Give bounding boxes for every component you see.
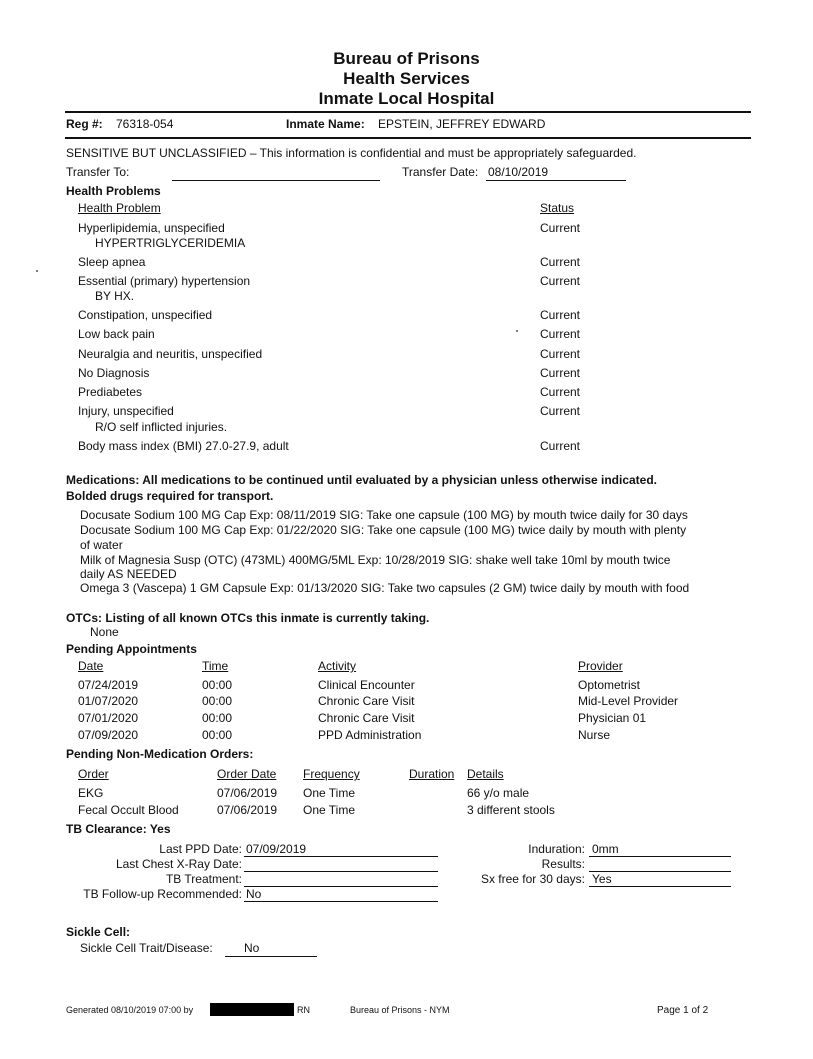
orders-title: Pending Non-Medication Orders: — [66, 747, 254, 761]
order-date-header: Order Date — [217, 767, 277, 781]
appointment-time: 00:00 — [202, 678, 233, 692]
transfer-date-line — [486, 180, 626, 181]
health-problem-status: Current — [540, 308, 581, 322]
health-problem-status: Current — [540, 439, 581, 453]
order-header: Order — [78, 767, 109, 781]
health-problem-status: Current — [540, 327, 581, 341]
induration-value: 0mm — [592, 842, 619, 856]
appointment-activity: PPD Administration — [318, 728, 422, 742]
induration-label: Induration: — [528, 842, 585, 856]
order-name: EKG — [78, 786, 104, 800]
order-frequency: One Time — [303, 786, 356, 800]
reg-value: 76318-054 — [116, 117, 174, 131]
sx-free-value: Yes — [592, 872, 612, 886]
appointment-provider-header: Provider — [578, 659, 623, 673]
sickle-cell-title: Sickle Cell: — [66, 925, 131, 939]
health-problem: Low back pain — [78, 327, 155, 341]
medication-line: daily AS NEEDED — [80, 567, 177, 581]
health-problem-status: Current — [540, 404, 581, 418]
health-problem-note: R/O self inflicted injuries. — [95, 420, 228, 434]
health-problem-note: HYPERTRIGLYCERIDEMIA — [95, 236, 246, 250]
transfer-to-line — [172, 180, 380, 181]
footer-role: RN — [297, 1005, 310, 1015]
appointment-date: 07/09/2020 — [78, 728, 139, 742]
health-problem-status: Current — [540, 385, 581, 399]
inmate-name-label: Inmate Name: — [286, 117, 365, 131]
appointment-activity-header: Activity — [318, 659, 357, 673]
otcs-value: None — [90, 625, 119, 639]
appointment-date: 07/24/2019 — [78, 678, 139, 692]
transfer-date-value: 08/10/2019 — [488, 165, 549, 179]
inmate-name-value: EPSTEIN, JEFFREY EDWARD — [378, 117, 546, 131]
health-problem-status: Current — [540, 347, 581, 361]
health-problem-status: Current — [540, 255, 581, 269]
health-problem: Constipation, unspecified — [78, 308, 213, 322]
reg-label: Reg #: — [66, 117, 103, 131]
appointment-date: 07/01/2020 — [78, 711, 139, 725]
medications-subtitle: Bolded drugs required for transport. — [66, 489, 274, 503]
order-details: 66 y/o male — [467, 786, 530, 800]
health-problem-status: Current — [540, 221, 581, 235]
appointment-activity: Clinical Encounter — [318, 678, 415, 692]
results-label: Results: — [541, 857, 585, 871]
tb-followup-line — [244, 901, 438, 902]
health-problem-header: Health Problem — [78, 201, 161, 215]
sickle-cell-value: No — [244, 941, 260, 955]
health-problem: Injury, unspecified — [78, 404, 174, 418]
health-problem: Essential (primary) hypertension — [78, 274, 251, 288]
sickle-cell-label: Sickle Cell Trait/Disease: — [80, 941, 213, 955]
transfer-date-label: Transfer Date: — [402, 165, 479, 179]
footer-facility: Bureau of Prisons - NYM — [350, 1005, 450, 1015]
sx-free-label: Sx free for 30 days: — [480, 872, 585, 886]
sickle-cell-line — [225, 956, 317, 957]
otcs-title: OTCs: Listing of all known OTCs this inmate is currently taking. — [66, 611, 430, 625]
appointment-provider: Physician 01 — [578, 711, 647, 725]
footer-page-number: Page 1 of 2 — [657, 1005, 709, 1016]
order-frequency: One Time — [303, 803, 356, 817]
appointment-date: 01/07/2020 — [78, 694, 139, 708]
appointments-title: Pending Appointments — [66, 642, 197, 656]
health-problem: Sleep apnea — [78, 255, 146, 269]
appointment-provider: Optometrist — [578, 678, 641, 692]
footer-generated: Generated 08/10/2019 07:00 by — [66, 1005, 194, 1015]
order-date: 07/06/2019 — [217, 803, 278, 817]
scan-speck — [516, 330, 518, 332]
ppd-date-label: Last PPD Date: — [159, 842, 242, 856]
status-header: Status — [540, 201, 575, 215]
appointment-provider: Nurse — [578, 728, 611, 742]
ppd-date-line — [244, 856, 438, 857]
sx-free-line — [589, 886, 731, 887]
appointment-time-header: Time — [202, 659, 229, 673]
appointment-provider: Mid-Level Provider — [578, 694, 679, 708]
xray-date-label: Last Chest X-Ray Date: — [115, 857, 242, 871]
duration-header: Duration — [409, 767, 455, 781]
tb-clearance-title: TB Clearance: Yes — [66, 822, 171, 836]
scan-speck — [36, 270, 38, 272]
ppd-date-value: 07/09/2019 — [246, 842, 307, 856]
tb-treatment-label: TB Treatment: — [165, 872, 242, 886]
health-problem: Prediabetes — [78, 385, 143, 399]
medications-title: Medications: All medications to be continued until evaluated by a physician unless otherwise indicated. — [66, 473, 658, 487]
induration-line — [589, 856, 731, 857]
tb-followup-label: TB Follow-up Recommended: — [83, 887, 242, 901]
appointment-activity: Chronic Care Visit — [318, 694, 415, 708]
header-agency: Bureau of Prisons — [333, 49, 480, 68]
health-problems-title: Health Problems — [66, 184, 161, 198]
header-title: Inmate Local Hospital — [318, 89, 495, 108]
details-header: Details — [467, 767, 504, 781]
appointment-time: 00:00 — [202, 728, 233, 742]
header-department: Health Services — [343, 69, 470, 88]
health-problem-status: Current — [540, 366, 581, 380]
medication-line: Omega 3 (Vascepa) 1 GM Capsule Exp: 01/13/2020 SIG: Take two capsules (2 GM) twice daily by mouth with food — [80, 581, 690, 595]
confidentiality-notice: SENSITIVE BUT UNCLASSIFIED – This information is confidential and must be appropriately safeguarded. — [66, 146, 637, 160]
health-problem: No Diagnosis — [78, 366, 150, 380]
xray-date-line — [244, 871, 438, 872]
appointment-date-header: Date — [78, 659, 104, 673]
inmate-rule — [65, 137, 751, 139]
appointment-time: 00:00 — [202, 711, 233, 725]
health-problem: Hyperlipidemia, unspecified — [78, 221, 225, 235]
header-rule — [65, 111, 751, 113]
health-problem: Neuralgia and neuritis, unspecified — [78, 347, 263, 361]
appointment-time: 00:00 — [202, 694, 233, 708]
medication-line: Docusate Sodium 100 MG Cap Exp: 01/22/2020 SIG: Take one capsule (100 MG) twice daily by mouth with plenty — [80, 523, 687, 537]
tb-followup-value: No — [246, 887, 262, 901]
redaction-bar — [210, 1003, 294, 1016]
health-problem-status: Current — [540, 274, 581, 288]
order-date: 07/06/2019 — [217, 786, 278, 800]
appointment-activity: Chronic Care Visit — [318, 711, 415, 725]
order-details: 3 different stools — [467, 803, 555, 817]
order-name: Fecal Occult Blood — [78, 803, 179, 817]
medication-line: of water — [80, 538, 123, 552]
health-problem-note: BY HX. — [95, 289, 135, 303]
health-problem: Body mass index (BMI) 27.0-27.9, adult — [78, 439, 289, 453]
medication-line: Milk of Magnesia Susp (OTC) (473ML) 400MG/5ML Exp: 10/28/2019 SIG: shake well take 10ml by mouth twice — [80, 553, 671, 567]
medication-line: Docusate Sodium 100 MG Cap Exp: 08/11/2019 SIG: Take one capsule (100 MG) by mouth twice daily for 30 days — [80, 508, 688, 522]
transfer-to-label: Transfer To: — [66, 165, 130, 179]
frequency-header: Frequency — [303, 767, 360, 781]
tb-treatment-line — [244, 886, 438, 887]
